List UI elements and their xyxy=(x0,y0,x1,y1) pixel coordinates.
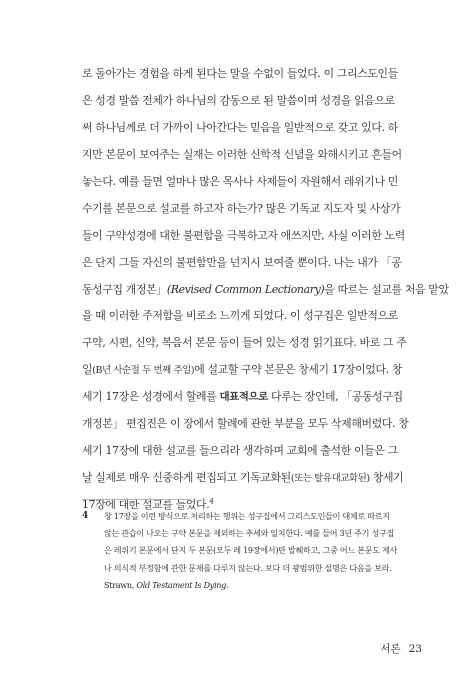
body-line: 수기를 본문으로 설교를 하고자 하는가? 많은 기독교 지도자 및 사상가 xyxy=(82,201,401,215)
running-footer xyxy=(330,642,422,656)
body-line-start: 일 xyxy=(82,363,93,377)
body-line-start: 17장에 대한 설교를 들었다. xyxy=(82,498,210,511)
body-line xyxy=(82,465,422,492)
body-line xyxy=(82,384,422,411)
body-line: 로 돌아가는 경험을 하게 된다는 말을 수없이 들었다. 이 그리스도인들 xyxy=(82,67,398,80)
body-line: 들이 구약성경에 대한 불편함을 극복하고자 애쓰지만, 사실 이러한 노력 xyxy=(82,228,405,242)
footnote-line: 나 의식적 부정함에 관한 문제를 다루지 않는다. 보다 더 광범위한 설명은 다음을 보라. xyxy=(104,562,392,573)
page-number: 23 xyxy=(408,643,422,655)
body-line-rest: 다루는 장인데, 「공동성구집 xyxy=(267,390,403,404)
footnote-line: 않는 관습이 나오는 구약 본문을 제외하는 추세와 일치한다. 예를 들어 3년 주기 성구집 xyxy=(104,528,395,539)
footnote-divider xyxy=(82,499,190,500)
book-title-korean: 동성구집 개정본」 xyxy=(82,282,167,296)
footnote-line: 은 레위기 본문에서 단지 두 본문(모두 레 19장에서)만 발췌하고, 그중 어느 본문도 제사 xyxy=(104,545,398,556)
body-line: 지만 본문이 보여주는 실재는 이러한 신학적 신념을 와해시키고 흔들어 xyxy=(82,147,402,161)
emphasis-text: 대표적으로 xyxy=(219,391,268,404)
citation-author: Strawn, xyxy=(104,579,137,590)
body-line xyxy=(82,277,449,304)
citation-end: . xyxy=(226,579,229,590)
body-line: 구약, 시편, 신약, 복음서 본문 등이 들어 있는 성경 읽기표다. 바로 그 주 xyxy=(82,336,407,350)
body-line: 은 성경 말씀 전체가 하나님의 감동으로 된 말씀이며 성경을 읽음으로 xyxy=(82,93,395,107)
body-line: 써 하나님께로 더 가까이 나아간다는 믿음을 일반적으로 갖고 있다. 하 xyxy=(82,120,398,134)
body-line: 세기 17장에 대한 설교를 들으리라 생각하며 교회에 출석한 이들은 그 xyxy=(82,444,398,458)
body-line: 을 때 이러한 주저함을 비로소 느끼게 되었다. 이 성구집은 일반적으로 xyxy=(82,309,398,323)
body-line-rest: 을 따르는 설교를 처음 맡았 xyxy=(324,282,449,296)
footnote-number: 4 xyxy=(82,511,89,521)
body-text xyxy=(82,61,449,519)
book-title-english: (Revised Common Lectionary) xyxy=(166,282,325,296)
body-line: 개정본」 편집진은 이 장에서 할례에 관한 부분을 모두 삭제해버렸다. 창 xyxy=(82,417,409,431)
body-line xyxy=(82,357,422,384)
body-line-rest: 에 설교할 구약 본문은 창세기 17장이었다. 창 xyxy=(194,363,403,377)
footnote-reference[interactable]: 4 xyxy=(209,497,214,506)
body-line-start: 세기 17장은 성경에서 할례를 xyxy=(82,390,220,404)
body-line-start: 날 실제로 매우 신중하게 편집되고 기독교화된 xyxy=(82,471,291,485)
body-line-rest: 창세기 xyxy=(369,471,404,485)
section-name: 서론 xyxy=(380,643,401,655)
parenthetical-note: (또는 탈유대교화된) xyxy=(290,473,370,485)
footnote-citation xyxy=(104,577,422,594)
footnote-body xyxy=(104,508,422,594)
body-line: 은 단지 그들 자신의 불편함만을 넌지시 보여줄 뿐이다. 나는 내가 「공 xyxy=(82,255,402,269)
parenthetical-note: (B년 사순절 두 번째 주일) xyxy=(92,365,195,377)
citation-title: Old Testament Is Dying xyxy=(136,579,227,590)
body-line: 놓는다. 예를 들면 얼마나 많은 목사나 사제들이 자원해서 레위기나 민 xyxy=(82,174,398,188)
footnote-line: 창 17장을 이런 방식으로 처리하는 행위는 성구집에서 그리스도인들이 대체로 따르지 xyxy=(104,511,390,521)
